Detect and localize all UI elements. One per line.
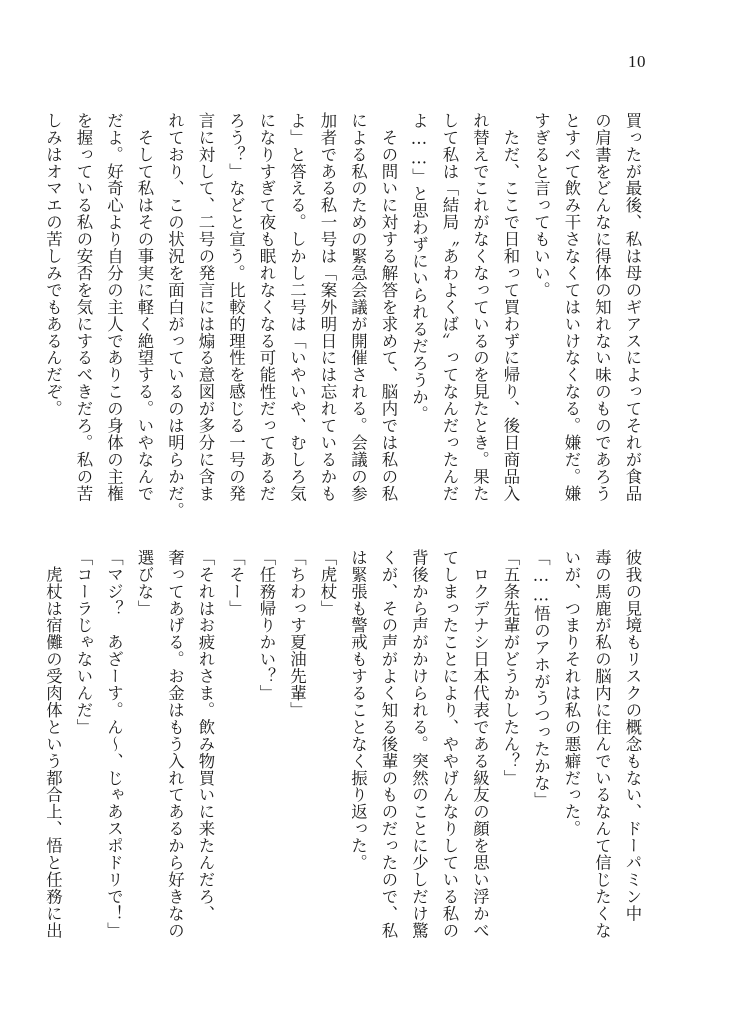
text-line: その問いに対する解答を求めて、脳内では私の私: [379, 112, 398, 502]
text-line: は緊張も警戒もすることなく振り返った。: [348, 549, 368, 872]
text-line: 「コーラじゃないんだ」: [74, 549, 93, 736]
text-block-bottom: [37, 549, 647, 949]
text-line: よ……」と思わずにいられるだろうか。: [409, 112, 429, 423]
text-line: 背後から声がかけられる。突然のことに少しだけ驚: [409, 549, 429, 939]
text-line: 「虎杖」: [318, 549, 337, 617]
text-line: 「……悟のアホがうつったかな」: [531, 549, 551, 809]
text-line: ろう？」などと宣う。比較的理性を感じる一号の発: [226, 112, 246, 502]
text-line: しみはオマエの苦しみでもあるんだぞ。: [43, 112, 63, 418]
text-line: 毒の馬鹿が私の脳内に住んでいるなんて信じたくな: [592, 549, 612, 939]
text-line: による私のための緊急会議が開催される。会議の参: [348, 112, 368, 502]
text-line: とすべて飲み干さなくてはいけなくなる。嫌だ。嫌: [562, 112, 581, 502]
text-line: を握っている私の安否を気にするべきだろ。私の苦: [74, 112, 93, 502]
text-line: よ」と答える。しかし二号は「いやいや、むしろ気: [287, 112, 307, 502]
text-line: てしまったことにより、ややげんなりしている私の: [440, 549, 459, 939]
text-line: 「それはお疲れさま。飲み物買いに来たんだろ、: [196, 549, 215, 922]
text-line: 彼我の見境もリスクの概念もない、ドーパミン中: [623, 549, 642, 922]
text-line: だよ。好奇心より自分の主人でありこの身体の主権: [104, 112, 124, 502]
text-line: 言に対して、二号の発言には煽る意図が多分に含ま: [196, 112, 215, 502]
text-line: ロクデナシ日本代表である級友の顔を思い浮かべ: [470, 549, 490, 939]
text-line: 「五条先輩がどうかしたん？」: [501, 549, 520, 787]
text-line: になりすぎて夜も眠れなくなる可能性だってあるだ: [257, 112, 276, 502]
text-line: 「そー」: [226, 549, 246, 617]
page-number: 10: [628, 52, 646, 71]
text-line: れ替えでこれがなくなっているのを見たとき。果た: [470, 112, 490, 502]
text-line: すぎると言ってもいい。: [531, 112, 551, 299]
text-line: 「任務帰りかい？」: [257, 549, 276, 702]
text-line: 虎杖は宿儺の受肉体という都合上、悟と任務に出: [43, 549, 63, 939]
text-line: れており、この状況を面白がっているのは明らかだ。: [165, 112, 185, 519]
text-line: そして私はその事実に軽く絶望する。いやなんで: [135, 112, 154, 502]
text-line: して私は「結局〝あわよくば〟ってなんだったんだ: [440, 112, 459, 502]
text-line: 「マジ？ あざーす。ん〜、じゃあスポドリで！」: [104, 549, 124, 939]
text-line: 加者である私一号は「案外明日には忘れているかも: [318, 112, 337, 502]
text-line: 奢ってあげる。お金はもう入れてあるから好きなの: [165, 549, 185, 939]
text-line: ただ、ここで日和って買わずに帰り、後日商品入: [501, 112, 520, 502]
text-line: 買ったが最後、私は母のギアスによってそれが食品: [623, 112, 642, 502]
text-line: 「ちわっす夏油先輩」: [287, 549, 307, 719]
text-line: くが、その声がよく知る後輩のものだったので、私: [379, 549, 398, 939]
text-block-top: [37, 112, 647, 519]
text-line: いが、つまりそれは私の悪癖だった。: [562, 549, 581, 838]
text-line: の肩書をどんなに得体の知れない味のものであろう: [592, 112, 612, 502]
text-line: 選びな」: [135, 549, 154, 617]
